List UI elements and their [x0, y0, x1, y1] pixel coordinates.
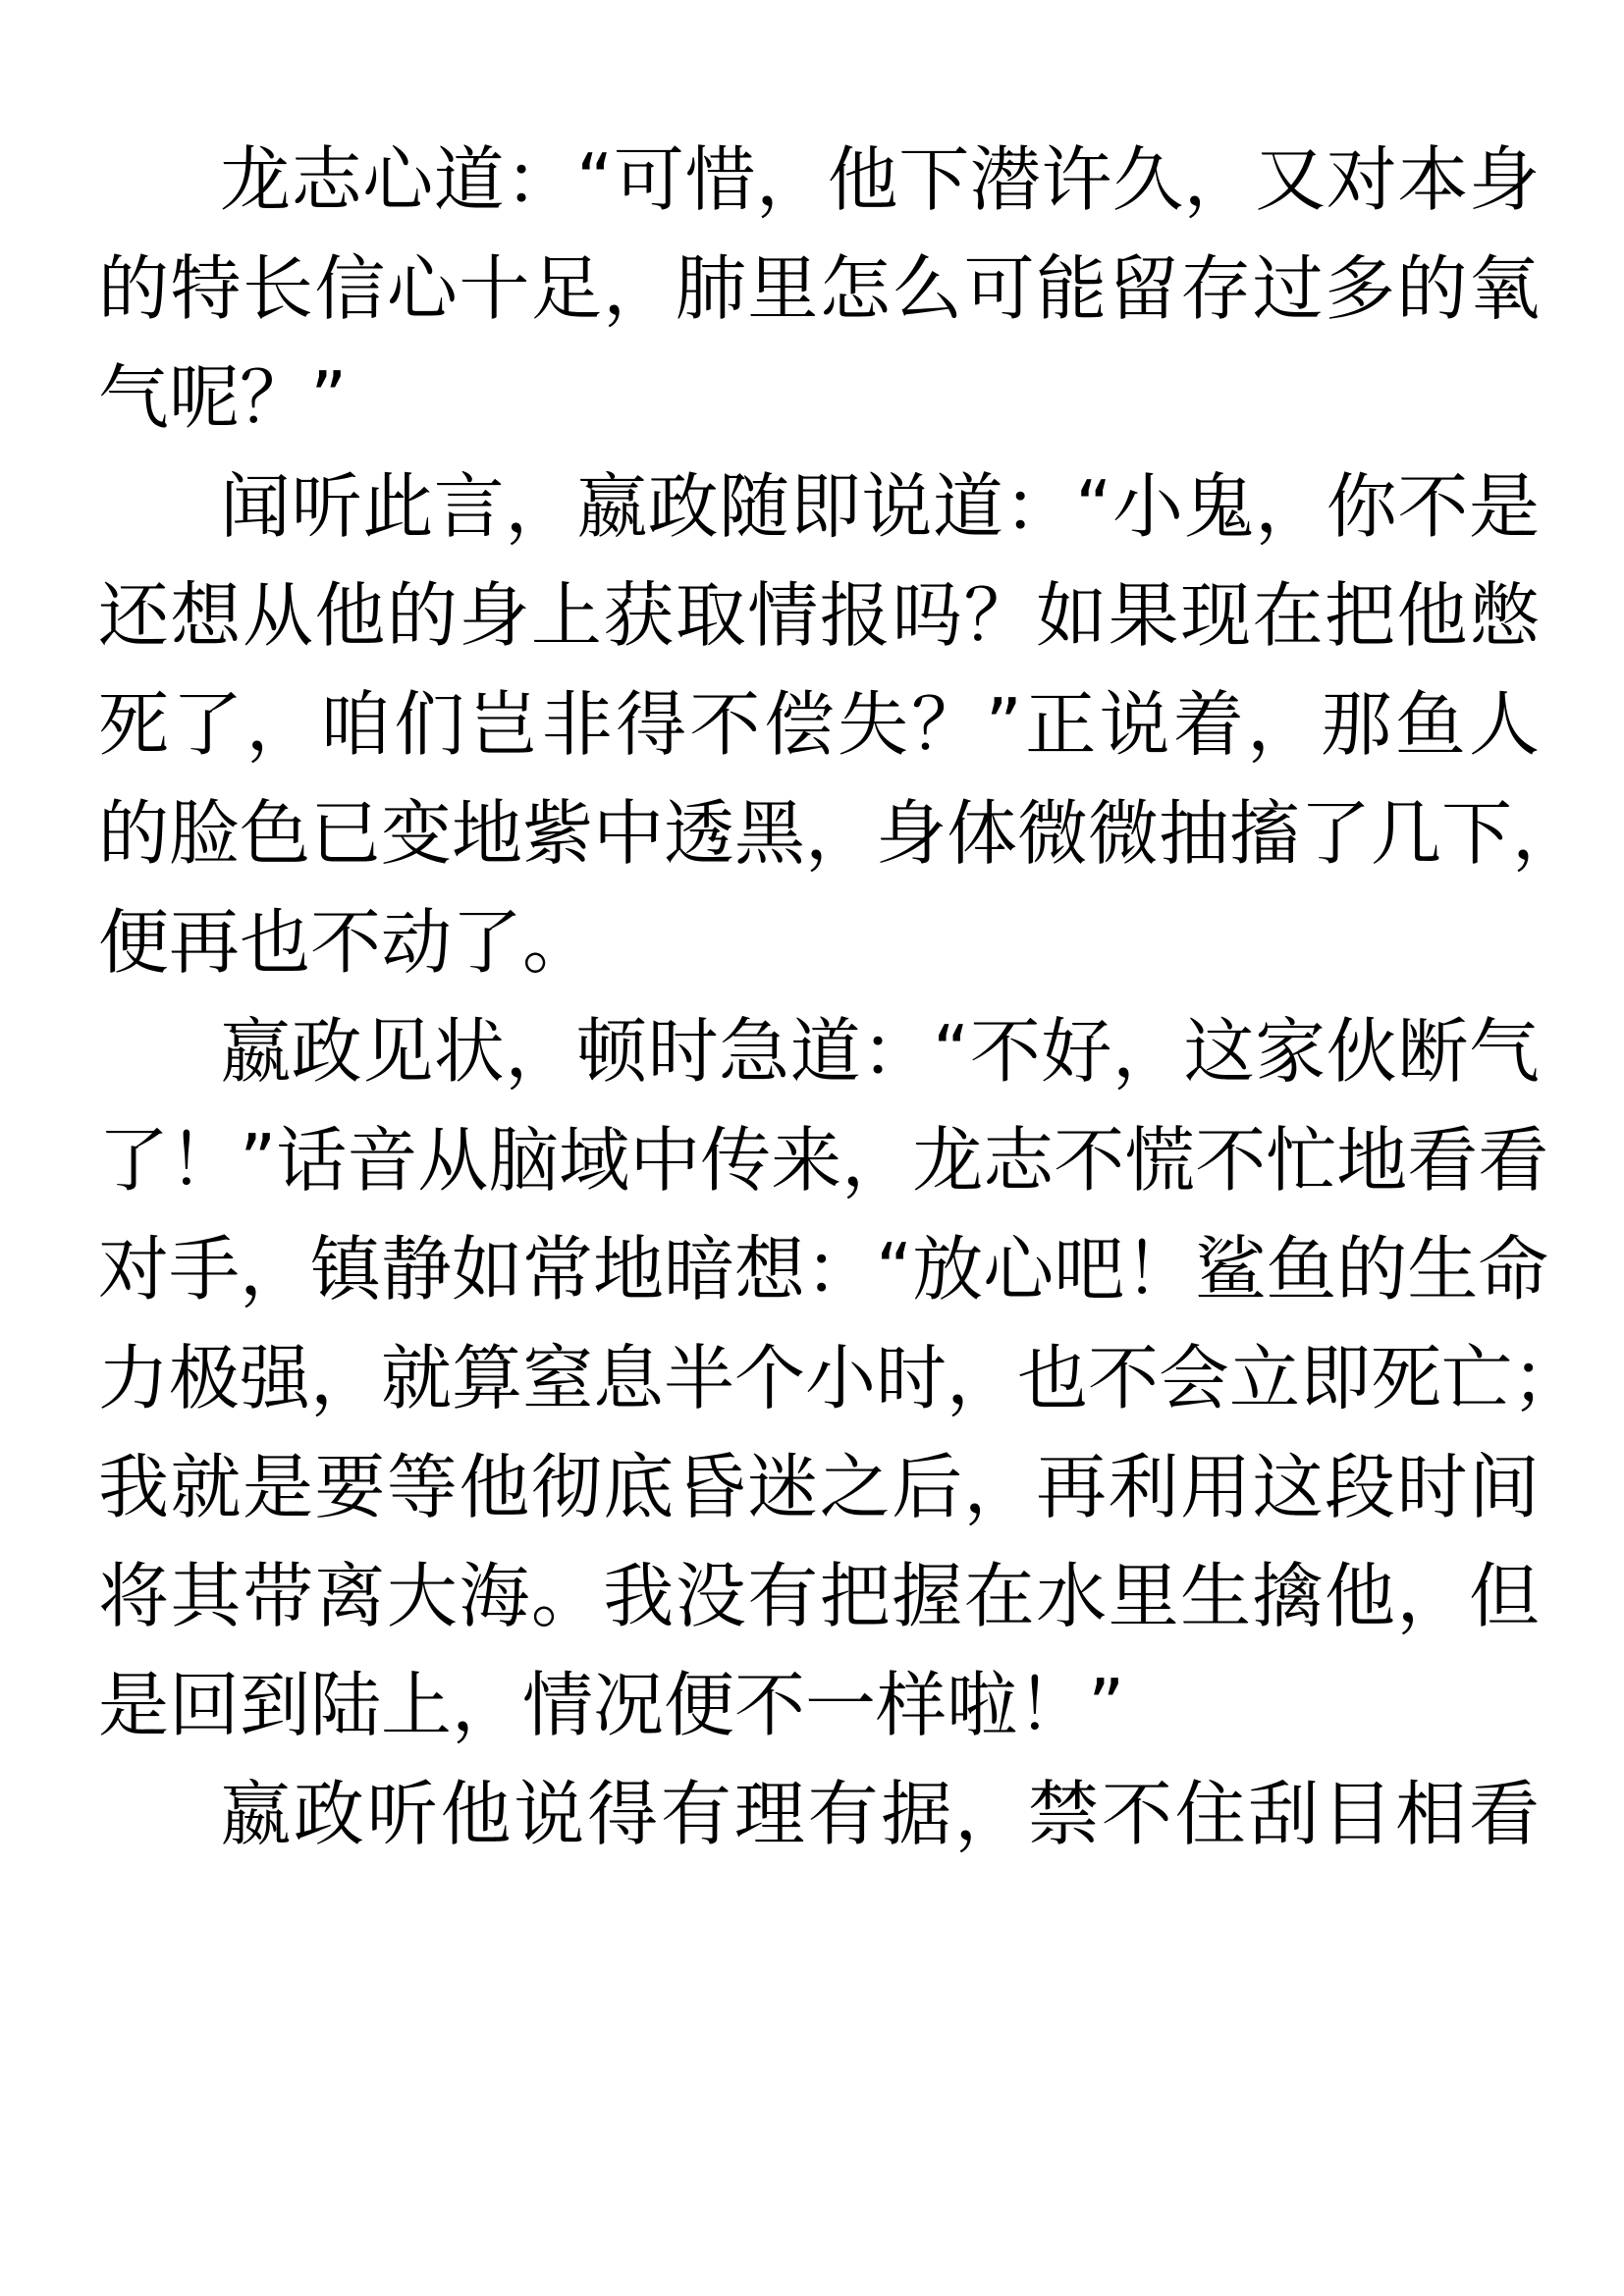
- text-line: 死了，咱们岂非得不偿失？”正说着，那鱼人: [98, 683, 1540, 766]
- text-line: 的特长信心十足，肺里怎么可能留存过多的氧: [98, 247, 1540, 330]
- paragraph-1: [98, 126, 1540, 453]
- text-line: 还想从他的身上获取情报吗？如果现在把他憋: [98, 574, 1540, 657]
- body-text: [98, 126, 1584, 1869]
- paragraph-3: [98, 997, 1584, 1760]
- text-line: 我就是要等他彻底昏迷之后，再利用这段时间: [98, 1446, 1540, 1528]
- text-line: 闻听此言，嬴政随即说道：“小鬼，你不是: [220, 465, 1540, 548]
- text-line: 便再也不动了。: [98, 901, 594, 984]
- text-line: 的脸色已变地紫中透黑，身体微微抽搐了几下，: [98, 792, 1584, 875]
- text-line: 了！”话音从脑域中传来，龙志不慌不忙地看看: [98, 1119, 1549, 1201]
- text-line: 将其带离大海。我没有把握在水里生擒他，但: [98, 1555, 1540, 1637]
- text-line: 龙志心道：“可惜，他下潜许久，又对本身: [220, 138, 1540, 221]
- paragraph-2: [98, 453, 1584, 997]
- text-line: 气呢？”: [98, 356, 348, 439]
- text-line: 嬴政听他说得有理有据，禁不住刮目相看: [220, 1773, 1540, 1855]
- text-line: 是回到陆上，情况便不一样啦！”: [98, 1664, 1125, 1746]
- text-line: 嬴政见状，顿时急道：“不好，这家伙断气: [220, 1010, 1540, 1093]
- text-line: 对手，镇静如常地暗想：“放心吧！鲨鱼的生命: [98, 1228, 1549, 1310]
- paragraph-4: [98, 1760, 1540, 1869]
- text-line: 力极强，就算窒息半个小时，也不会立即死亡；: [98, 1337, 1584, 1419]
